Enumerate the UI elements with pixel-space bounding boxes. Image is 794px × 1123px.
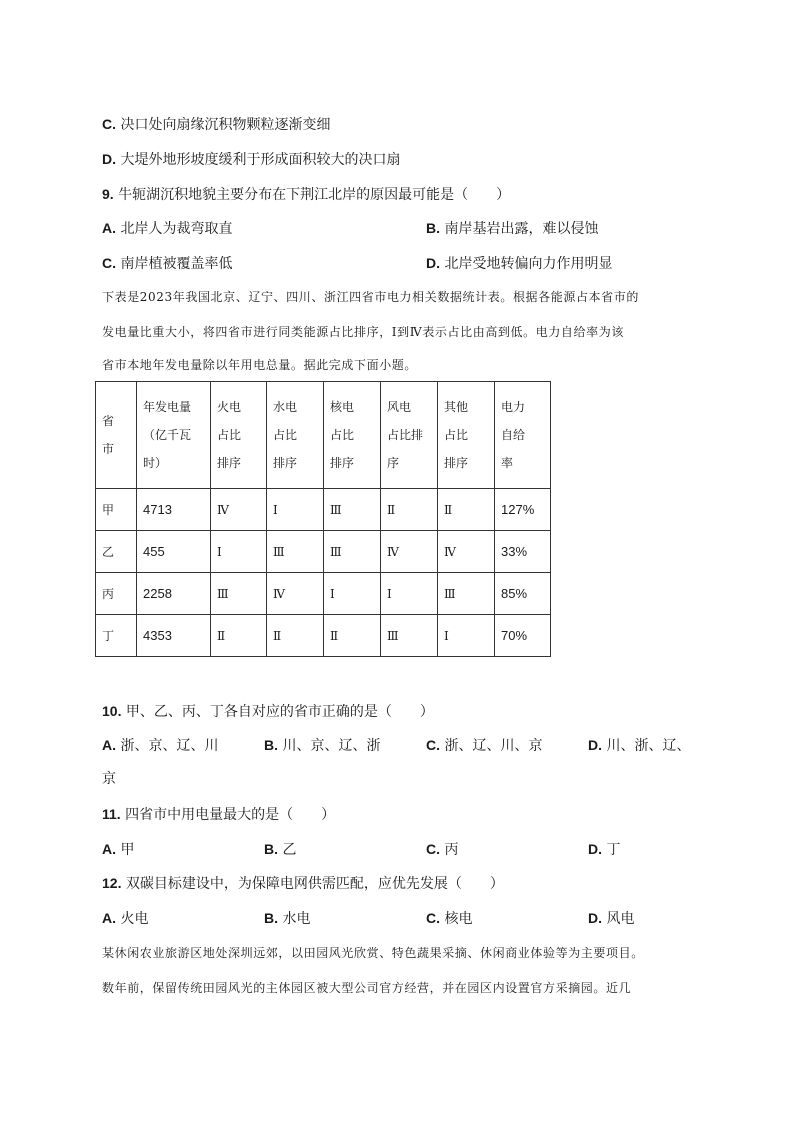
q10-option-a: A. 浙、京、辽、川 [102,737,219,754]
header-other: 其他 占比 排序 [438,382,495,489]
q10-option-d-wrap: 京 [102,771,116,787]
table-cell: Ⅲ [211,573,267,615]
table-row [96,615,551,657]
table-row [96,531,551,573]
q9-stem: 9. 牛轭湖沉积地貌主要分布在下荆江北岸的原因最可能是（ ） [102,186,511,203]
q12-option-b: B. 水电 [264,910,311,927]
q11-option-b: B. 乙 [264,841,297,858]
table-cell: Ⅰ [267,489,324,531]
q12-stem: 12. 双碳目标建设中，为保障电网供需匹配，应优先发展（ ） [102,875,504,892]
table-row [96,573,551,615]
table-cell: Ⅰ [211,531,267,573]
table-cell: Ⅱ [211,615,267,657]
q12-option-a: A. 火电 [102,910,149,927]
q8-option-c: C. 决口处向扇缘沉积物颗粒逐渐变细 [102,116,331,133]
table-cell: 70% [495,615,551,657]
electricity-table [95,381,551,657]
q10-option-d: D. 川、浙、辽、 [588,737,691,754]
q10-option-c: C. 浙、辽、川、京 [426,737,543,754]
table-cell: 33% [495,531,551,573]
table-cell: 4713 [137,489,211,531]
table-header-row [96,382,551,489]
header-self-sufficiency: 电力 自给 率 [495,382,551,489]
q9-option-a: A. 北岸人为裁弯取直 [102,220,233,237]
q8-option-d: D. 大堤外地形坡度缓利于形成面积较大的决口扇 [102,151,401,168]
table-cell: Ⅲ [324,531,381,573]
header-wind: 风电 占比排 序 [381,382,438,489]
table-cell: Ⅱ [324,615,381,657]
header-hydro: 水电 占比 排序 [267,382,324,489]
table-cell: 4353 [137,615,211,657]
header-thermal: 火电 占比 排序 [211,382,267,489]
intro-line-2: 发电量比重大小，将四省市进行同类能源占比排序，Ⅰ到Ⅳ表示占比由高到低。电力自给率为该 [102,325,624,339]
table-cell: Ⅳ [267,573,324,615]
table-cell: Ⅲ [267,531,324,573]
q12-option-c: C. 核电 [426,910,473,927]
q10-option-b: B. 川、京、辽、浙 [264,737,381,754]
table-cell: Ⅲ [438,573,495,615]
outro-line-1: 某休闲农业旅游区地处深圳远郊，以田园风光欣赏、特色蔬果采摘、休闲商业体验等为主要项目。 [102,946,644,960]
q10-stem: 10. 甲、乙、丙、丁各自对应的省市正确的是（ ） [102,703,434,720]
table-cell: 丙 [96,573,137,615]
table-cell: 455 [137,531,211,573]
table-cell: Ⅳ [381,531,438,573]
table-cell: Ⅲ [381,615,438,657]
outro-line-2: 数年前，保留传统田园风光的主体园区被大型公司官方经营，并在园区内设置官方采摘园。近几 [102,981,632,995]
header-province: 省 市 [96,382,137,489]
intro-line-1: 下表是2023年我国北京、辽宁、四川、浙江四省市电力相关数据统计表。根据各能源占本省市的 [102,290,639,304]
q9-option-d: D. 北岸受地转偏向力作用明显 [426,255,613,272]
table-cell: Ⅱ [267,615,324,657]
header-generation: 年发电量 （亿千瓦 时） [137,382,211,489]
table-cell: 2258 [137,573,211,615]
header-nuclear: 核电 占比 排序 [324,382,381,489]
q9-option-b: B. 南岸基岩出露，难以侵蚀 [426,220,599,237]
table-cell: Ⅰ [324,573,381,615]
table-cell: Ⅳ [211,489,267,531]
q11-option-c: C. 丙 [426,841,459,858]
table-cell: 乙 [96,531,137,573]
table-cell: 127% [495,489,551,531]
table-cell: Ⅱ [381,489,438,531]
q9-option-c: C. 南岸植被覆盖率低 [102,255,233,272]
table-cell: Ⅲ [324,489,381,531]
table-cell: 丁 [96,615,137,657]
q11-option-a: A. 甲 [102,841,135,858]
q11-option-d: D. 丁 [588,841,621,858]
table-row [96,489,551,531]
table-cell: Ⅰ [381,573,438,615]
q12-option-d: D. 风电 [588,910,635,927]
table-cell: Ⅱ [438,489,495,531]
q11-stem: 11. 四省市中用电量最大的是（ ） [102,806,336,823]
table-cell: Ⅰ [438,615,495,657]
table-cell: Ⅳ [438,531,495,573]
intro-line-3: 省市本地年发电量除以年用电总量。据此完成下面小题。 [102,358,418,372]
table-cell: 甲 [96,489,137,531]
table-cell: 85% [495,573,551,615]
